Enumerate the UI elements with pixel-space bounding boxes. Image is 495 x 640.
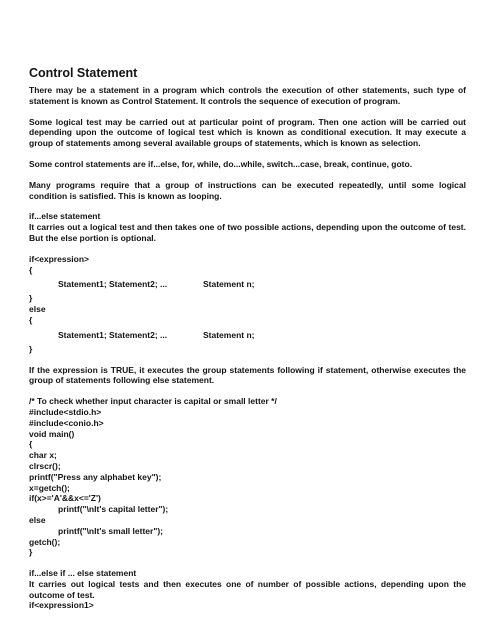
syntax-close-brace: } — [29, 293, 33, 304]
ifelse-syntax-block — [29, 254, 466, 355]
syntax-statement-n: Statement n; — [203, 329, 255, 340]
syntax-open-brace: { — [29, 314, 33, 325]
document-page — [29, 66, 466, 611]
code-line: } — [29, 547, 33, 558]
looping-paragraph: Many programs require that a group of instructions can be executed repeatedly, until some logical condition is satisfied. This is known as looping. — [29, 179, 466, 201]
code-line: void main() — [29, 428, 75, 439]
code-line: clrscr(); — [29, 460, 61, 471]
code-line: else — [29, 514, 46, 525]
ifelse-heading: if...else statement — [29, 211, 101, 222]
code-line: printf("\nIt's small letter"); — [58, 525, 164, 536]
code-line: { — [29, 439, 33, 450]
code-comment: /* To check whether input character is capital or small letter */ — [29, 396, 277, 407]
code-line: x=getch(); — [29, 482, 70, 493]
syntax-statements-list: Statement1; Statement2; ... — [58, 279, 168, 290]
code-line: #include<conio.h> — [29, 417, 104, 428]
elseif-heading: if...else if ... else statement — [29, 568, 137, 579]
syntax-statements-row — [29, 326, 466, 344]
code-line: char x; — [29, 450, 57, 461]
code-line: #include<stdio.h> — [29, 406, 102, 417]
intro-paragraph: There may be a statement in a program which controls the execution of other statements, such type of statement is known as Control Statement. It controls the sequence of execution of program. — [29, 85, 466, 106]
code-line: printf("\nIt's capital letter"); — [58, 504, 169, 515]
page-title: Control Statement — [29, 66, 138, 80]
syntax-if-line: if<expression> — [29, 253, 90, 264]
elseif-description: It carries out logical tests and then executes one of number of possible actions, depending upon the outcome of test. — [29, 578, 466, 600]
control-statements-list-paragraph: Some control statements are if...else, for, while, do...while, switch...case, break, continue, goto. — [29, 158, 413, 169]
code-line: getch(); — [29, 536, 61, 547]
syntax-open-brace: { — [29, 264, 33, 275]
elseif-syntax-line: if<expression1> — [29, 600, 94, 611]
code-example — [29, 396, 466, 558]
ifelse-description: It carries out a logical test and then takes one of two possible actions, depending upon the outcome of test. But the else portion is optional. — [29, 222, 466, 243]
syntax-else-line: else — [29, 304, 46, 315]
code-line: printf("Press any alphabet key"); — [29, 471, 162, 482]
expression-true-paragraph: If the expression is TRUE, it executes the group statements following if statement, otherwise executes the group of statements following else statement. — [29, 364, 466, 386]
syntax-statements-row — [29, 275, 466, 293]
logical-test-paragraph: Some logical test may be carried out at particular point of program. Then one action will be carried out depending upon the outcome of logical test which is known as conditional execution. It may execute a group of statements among several available groups of statements, which is known as selection. — [29, 116, 466, 149]
syntax-close-brace: } — [29, 343, 33, 354]
syntax-statements-list: Statement1; Statement2; ... — [58, 329, 168, 340]
syntax-statement-n: Statement n; — [203, 279, 255, 290]
code-line: if(x>='A'&&x<='Z') — [29, 493, 101, 504]
